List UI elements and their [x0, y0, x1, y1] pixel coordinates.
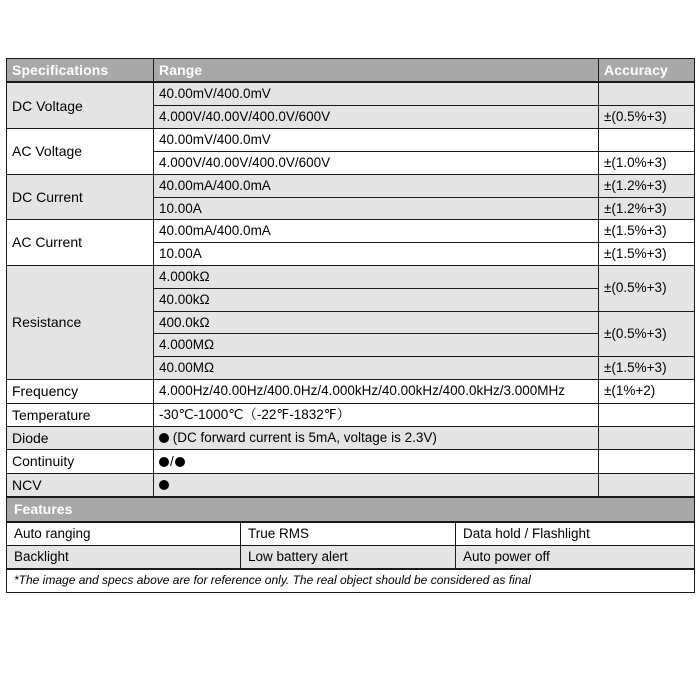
accuracy-cell-empty	[599, 129, 695, 152]
range-cell: 4.000Hz/40.00Hz/400.0Hz/4.000kHz/40.00kHz/400.0kHz/3.000MHz	[154, 380, 599, 403]
accuracy-cell: ±(1.0%+3)	[599, 151, 695, 174]
range-cell: 40.00mA/400.0mA	[154, 220, 599, 243]
spec-label: NCV	[7, 473, 154, 496]
note-row	[7, 569, 695, 592]
filled-circle-icon	[175, 457, 185, 467]
spec-label: Continuity	[7, 450, 154, 473]
spec-label: Resistance	[7, 265, 154, 379]
spec-label: DC Voltage	[7, 83, 154, 129]
table-row	[7, 265, 695, 288]
feature-row	[7, 522, 695, 545]
accuracy-cell-empty	[599, 473, 695, 496]
accuracy-cell-empty	[599, 426, 695, 449]
feature-cell: Auto power off	[456, 545, 695, 568]
table-row	[7, 83, 695, 106]
features-table	[6, 522, 695, 569]
filled-circle-icon	[159, 480, 169, 490]
range-cell: 40.00mV/400.0mV	[154, 83, 599, 106]
accuracy-cell-empty	[599, 450, 695, 473]
accuracy-cell: ±(0.5%+3)	[599, 311, 695, 357]
spec-label: Temperature	[7, 403, 154, 426]
features-title-row	[7, 498, 695, 521]
table-row	[7, 129, 695, 152]
accuracy-cell: ±(0.5%+3)	[599, 265, 695, 311]
range-cell: 4.000V/40.00V/400.0V/600V	[154, 151, 599, 174]
accuracy-cell-empty	[599, 83, 695, 106]
accuracy-cell-empty	[599, 403, 695, 426]
filled-circle-icon	[159, 457, 169, 467]
range-text: (DC forward current is 5mA, voltage is 2.3V)	[169, 430, 437, 446]
range-cell: 4.000MΩ	[154, 334, 599, 357]
slash-separator: /	[170, 453, 174, 469]
table-row	[7, 426, 695, 449]
accuracy-cell: ±(1.5%+3)	[599, 357, 695, 380]
accuracy-cell: ±(1.5%+3)	[599, 243, 695, 266]
spec-label: Frequency	[7, 380, 154, 403]
table-row	[7, 380, 695, 403]
spec-table-body	[7, 59, 695, 82]
header-range: Range	[154, 59, 599, 82]
feature-cell: Auto ranging	[7, 522, 241, 545]
feature-cell: True RMS	[241, 522, 456, 545]
feature-cell: Low battery alert	[241, 545, 456, 568]
note-body	[7, 569, 695, 592]
range-cell: 40.00mV/400.0mV	[154, 129, 599, 152]
features-header-body	[7, 498, 695, 521]
accuracy-cell: ±(1.5%+3)	[599, 220, 695, 243]
table-row	[7, 403, 695, 426]
spec-label: DC Current	[7, 174, 154, 220]
range-cell: 40.00kΩ	[154, 288, 599, 311]
spec-label: AC Current	[7, 220, 154, 266]
disclaimer-note: *The image and specs above are for reference only. The real object should be considered as final	[7, 569, 695, 592]
specifications-table	[6, 58, 695, 82]
range-cell: 40.00mA/400.0mA	[154, 174, 599, 197]
table-row	[7, 220, 695, 243]
range-cell	[154, 426, 599, 449]
accuracy-cell: ±(0.5%+3)	[599, 106, 695, 129]
features-rows-container	[7, 522, 695, 568]
features-title: Features	[7, 498, 695, 521]
spec-label: Diode	[7, 426, 154, 449]
spec-rows-container	[7, 83, 695, 497]
table-row	[7, 450, 695, 473]
header-accuracy: Accuracy	[599, 59, 695, 82]
specifications-body-table	[6, 82, 695, 497]
feature-cell: Data hold / Flashlight	[456, 522, 695, 545]
header-specifications: Specifications	[7, 59, 154, 82]
accuracy-cell: ±(1.2%+3)	[599, 174, 695, 197]
spec-label: AC Voltage	[7, 129, 154, 175]
range-cell: -30℃-1000℃（-22℉-1832℉）	[154, 403, 599, 426]
table-row	[7, 174, 695, 197]
range-cell: 4.000V/40.00V/400.0V/600V	[154, 106, 599, 129]
range-cell: 400.0kΩ	[154, 311, 599, 334]
filled-circle-icon	[159, 433, 169, 443]
range-cell	[154, 450, 599, 473]
range-cell: 4.000kΩ	[154, 265, 599, 288]
table-header-row	[7, 59, 695, 82]
accuracy-cell: ±(1.2%+3)	[599, 197, 695, 220]
range-cell: 10.00A	[154, 197, 599, 220]
range-cell	[154, 473, 599, 496]
specification-sheet	[6, 58, 694, 593]
table-row	[7, 473, 695, 496]
note-table	[6, 569, 695, 593]
feature-row	[7, 545, 695, 568]
features-header-table	[6, 497, 695, 521]
range-cell: 40.00MΩ	[154, 357, 599, 380]
accuracy-cell: ±(1%+2)	[599, 380, 695, 403]
feature-cell: Backlight	[7, 545, 241, 568]
range-cell: 10.00A	[154, 243, 599, 266]
